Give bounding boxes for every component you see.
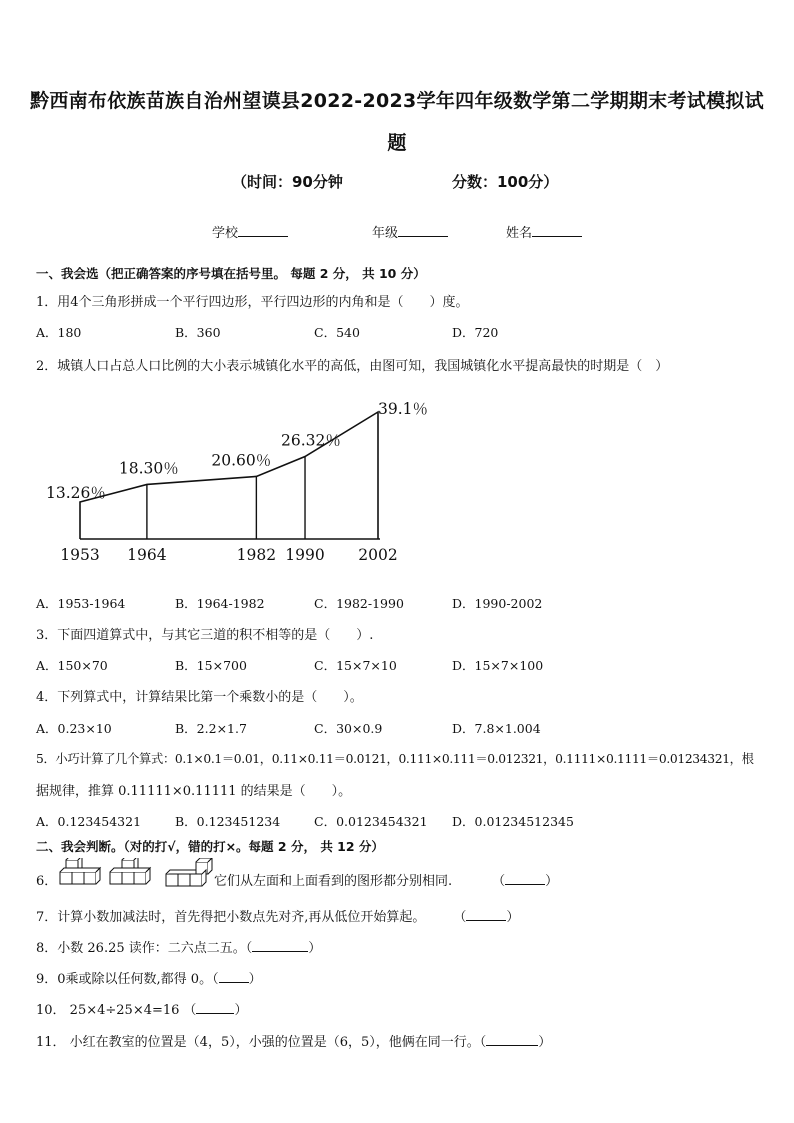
urbanization-chart [36,395,456,575]
section2-title: 二、我会判断。（对的打√，错的打×。每题 2 分， 共 12 分） [36,839,384,854]
school-blank[interactable] [238,223,288,237]
q8-answer-blank[interactable] [252,939,308,952]
q1-option-d[interactable]: D．720 [452,325,499,340]
question-11 [36,1031,551,1050]
q11-paren-close: ） [538,1035,552,1050]
question-2: 2．城镇人口占总人口比例的大小表示城镇化水平的高低，由图可知，我国城镇化水平提高最快的时期是（ ） [36,359,669,374]
q2-option-d[interactable]: D．1990-2002 [452,596,543,611]
q6-paren-open: （ [492,874,506,889]
q10-paren-open: （ [183,1003,197,1018]
question-10 [36,999,247,1018]
q9-paren-open: （ [212,972,219,987]
grade-label: 年级 [372,226,399,241]
q9-answer-blank[interactable] [219,970,249,983]
exam-score: 分数：100分） [452,173,559,191]
chart-year-label: 2002 [358,546,398,564]
question-4: 4．下列算式中，计算结果比第一个乘数小的是（ ）。 [36,690,363,705]
q4-option-a[interactable]: A．0.23×10 [36,721,112,736]
section1-title: 一、我会选（把正确答案的序号填在括号里。 每题 2 分， 共 10 分） [36,266,426,281]
question-5-line2: 据规律，推算 0.11111×0.11111 的结果是（ ）。 [36,784,352,799]
q9-paren-close: ） [248,972,262,987]
question-9 [36,968,262,987]
q11-paren-open: （ [479,1035,487,1050]
q3-option-c[interactable]: C．15×7×10 [314,658,397,673]
chart-value-label: 18.30％ [118,459,179,478]
grade-blank[interactable] [398,223,448,237]
chart-year-label: 1982 [236,546,277,564]
q5-option-a[interactable]: A．0.123454321 [36,814,142,829]
q1-option-c[interactable]: C．540 [314,325,360,340]
q5-option-b[interactable]: B．0.123451234 [175,814,281,829]
question-8 [36,937,321,956]
q10-answer-blank[interactable] [196,1001,234,1014]
q8-text: 8．小数 26.25 读作：二六点二五。 [36,941,246,956]
q3-option-b[interactable]: B．15×700 [175,658,247,673]
chart-year-label: 1953 [60,546,100,564]
q4-option-b[interactable]: B．2.2×1.7 [175,721,247,736]
exam-title-line2: 题 [387,132,407,154]
q2-option-c[interactable]: C．1982-1990 [314,596,404,611]
question-1: 1．用4个三角形拼成一个平行四边形，平行四边形的内角和是（ ）度。 [36,295,469,310]
chart-value-label: 13.26％ [46,484,106,502]
q2-option-a[interactable]: A．1953-1964 [36,596,126,611]
q11-text: 11． 小红在教室的位置是（4，5），小强的位置是（6，5），他俩在同一行。 [36,1035,480,1050]
q8-paren-open: （ [245,941,253,956]
q6-answer-blank[interactable] [505,872,545,885]
chart-year-label: 1964 [127,546,167,564]
chart-value-label: 26.32％ [281,431,341,450]
name-blank[interactable] [532,223,582,237]
q4-option-d[interactable]: D．7.8×1.004 [452,721,541,736]
question-6 [214,870,558,889]
q8-paren-close: ） [308,941,322,956]
exam-title-line1: 黔西南布依族苗族自治州望谟县2022-2023学年四年级数学第二学期期末考试模拟试 [30,90,764,112]
q3-option-d[interactable]: D．15×7×100 [452,658,544,673]
school-label: 学校 [212,226,239,241]
q11-answer-blank[interactable] [486,1033,538,1046]
chart-value-label: 39.1％ [378,400,429,418]
q4-option-c[interactable]: C．30×0.9 [314,721,383,736]
q9-text: 9．0乘或除以任何数,都得 0。 [36,972,213,987]
exam-time: （时间：90分钟 [232,173,343,191]
question-6-number: 6． [36,874,58,889]
q7-paren-open: （ [453,910,467,925]
q5-option-d[interactable]: D．0.01234512345 [452,814,574,829]
q6-paren-close: ） [545,874,559,889]
school-field [212,222,288,241]
name-label: 姓名 [506,226,533,241]
name-field [506,222,582,241]
question-3: 3．下面四道算式中，与其它三道的积不相等的是（ ）. [36,628,374,643]
q10-paren-close: ） [234,1003,248,1018]
q7-paren-close: ） [506,910,520,925]
q6-text: 它们从左面和上面看到的图形都分别相同. [214,874,453,889]
cube-figures-image [58,858,216,894]
question-7 [36,906,519,925]
question-5-line1: 5．小巧计算了几个算式：0.1×0.1＝0.01，0.11×0.11＝0.0121，0.111×0.111＝0.012321，0.1111×0.1111＝0.01234321，根 [36,752,754,766]
grade-field [372,222,448,241]
q10-text: 10． 25×4÷25×4=16 [36,1003,180,1018]
chart-value-label: 20.60％ [211,451,272,470]
q5-option-c[interactable]: C．0.0123454321 [314,814,428,829]
q7-answer-blank[interactable] [466,908,506,921]
q2-option-b[interactable]: B．1964-1982 [175,596,265,611]
q1-option-a[interactable]: A．180 [36,325,82,340]
q3-option-a[interactable]: A．150×70 [36,658,108,673]
q7-text: 7．计算小数加减法时，首先得把小数点先对齐,再从低位开始算起。 [36,910,426,925]
chart-year-label: 1990 [285,546,325,564]
q1-option-b[interactable]: B．360 [175,325,221,340]
